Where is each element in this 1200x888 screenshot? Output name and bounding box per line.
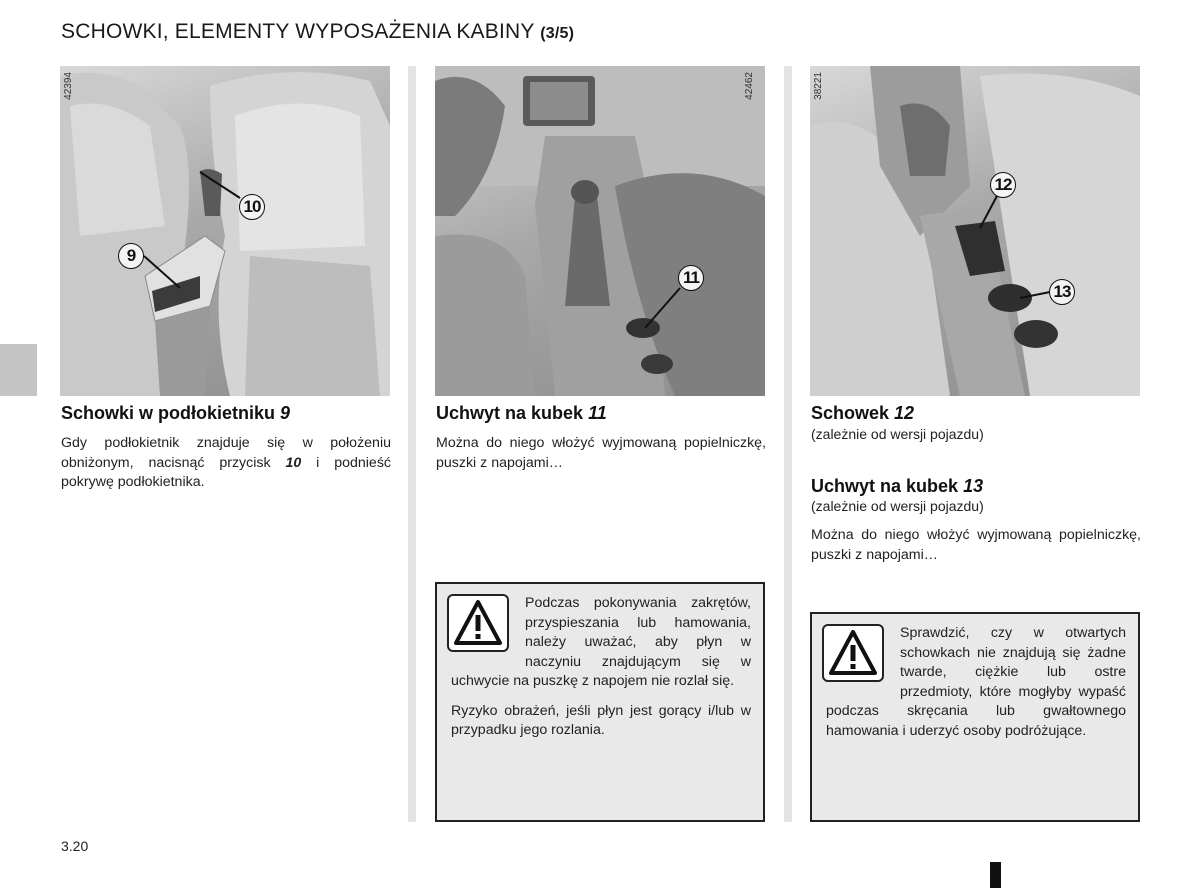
- heading-number: 9: [280, 403, 291, 423]
- section-heading: [811, 403, 914, 424]
- warning-box: [810, 612, 1140, 822]
- body-paragraph: [61, 434, 391, 493]
- warning-paragraph: Podczas pokonywania zakrętów, przyspieszania lub hamowania, należy uważać, aby płyn w naczyniu znajdującym się w uchwycie na puszkę z napojem nie rozlał się.: [451, 595, 751, 689]
- callout-9: 9: [118, 243, 144, 269]
- column-separator: [784, 66, 792, 822]
- warning-text: [451, 594, 751, 751]
- warning-box: [435, 582, 765, 822]
- page-title-part: (3/5): [540, 25, 575, 42]
- page-title: [61, 20, 574, 44]
- icon-spacer: [826, 624, 900, 700]
- image-reference: 42462: [744, 72, 755, 100]
- callout-leader-lines: [60, 66, 390, 396]
- page-title-text: SCHOWKI, ELEMENTY WYPOSAŻENIA KABINY: [61, 20, 535, 43]
- heading-text: Uchwyt na kubek: [436, 403, 584, 423]
- heading-number: 13: [963, 476, 984, 496]
- warning-text: [826, 624, 1126, 751]
- heading-number: 12: [894, 403, 915, 423]
- cupholder-photo: [435, 66, 765, 396]
- version-note: (zależnie od wersji pojazdu): [811, 498, 984, 514]
- icon-spacer: [451, 594, 525, 670]
- image-reference: 42394: [63, 72, 74, 100]
- callout-10: 10: [239, 194, 265, 220]
- callout-leader-lines: [435, 66, 765, 396]
- storage-photo: [810, 66, 1140, 396]
- version-note: (zależnie od wersji pojazdu): [811, 426, 984, 442]
- body-paragraph: Można do niego włożyć wyjmowaną popielniczkę, puszki z napojami…: [811, 527, 1141, 563]
- section-heading: [61, 403, 290, 424]
- paragraph-part: Gdy podłokietnik znajduje się w położeniu obniżonym, nacisnąć przycisk: [61, 435, 391, 471]
- heading-text: Schowek: [811, 403, 890, 423]
- heading-text: Schowki w podłokietniku: [61, 403, 276, 423]
- section-heading: [811, 476, 983, 497]
- callout-11: 11: [678, 265, 704, 291]
- warning-paragraph: Sprawdzić, czy w otwartych schowkach nie znajdują się żadne twarde, ciężkie lub ostre przedmioty, które mogłyby wypaść podczas skręcania lub gwałtownego hamowania i uderzyć osoby podróżujące.: [826, 625, 1126, 739]
- body-paragraph: Można do niego włożyć wyjmowaną popielniczkę, puszki z napojami…: [436, 435, 766, 471]
- section-heading: [436, 403, 607, 424]
- paragraph-number: 10: [285, 454, 302, 471]
- callout-12: 12: [990, 172, 1016, 198]
- image-reference: 38221: [813, 72, 824, 100]
- heading-text: Uchwyt na kubek: [811, 476, 959, 496]
- chapter-tab: [0, 344, 37, 396]
- heading-number: 11: [588, 403, 607, 423]
- armrest-photo: [60, 66, 390, 396]
- callout-13: 13: [1049, 279, 1075, 305]
- callout-leader-lines: [810, 66, 1140, 396]
- warning-paragraph: Ryzyko obrażeń, jeśli płyn jest gorący i/lub w przypadku jego rozlania.: [451, 702, 751, 738]
- column-separator: [408, 66, 416, 822]
- corner-mark: [990, 862, 1001, 888]
- page-number: 3.20: [61, 838, 89, 854]
- paragraph-part: i podnieść pokrywę podłokietnika.: [61, 454, 392, 490]
